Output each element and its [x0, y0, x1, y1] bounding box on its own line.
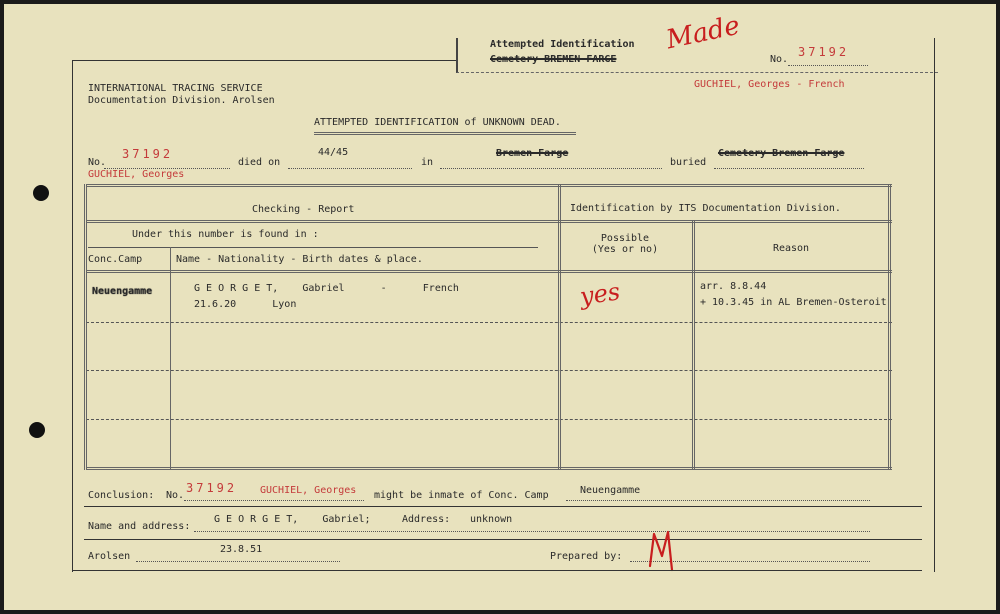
table-row-line-2 [86, 370, 892, 371]
camp-dots [566, 500, 870, 501]
died-on-value: 44/45 [318, 147, 349, 158]
identification-divider [558, 184, 561, 470]
footer-divider-1 [84, 506, 922, 507]
row-possible-handwritten: yes [578, 277, 622, 311]
header-no-value: 37192 [798, 45, 850, 59]
punch-hole-bottom [29, 422, 45, 438]
name-column-header: Name - Nationality - Birth dates & place. [176, 254, 423, 265]
org-line-2: Documentation Division. Arolsen [88, 95, 275, 106]
header-top-line [72, 60, 456, 61]
yes-or-no-header: (Yes or no) [591, 244, 659, 255]
buried-dots [714, 168, 864, 169]
footer-divider-2 [84, 539, 922, 540]
reason-divider [692, 220, 695, 470]
table-right-border [888, 184, 891, 470]
footer-bottom-line [72, 570, 922, 571]
table-header-bottom [86, 270, 892, 273]
punch-hole-top [33, 185, 49, 201]
conclusion-name: GUCHIEL, Georges [260, 485, 357, 496]
camp-column-header: Conc.Camp [88, 254, 143, 265]
name-address-value: G E O R G E T, Gabriel; [214, 514, 371, 525]
row-name-line-1: G E O R G E T, Gabriel - French [194, 283, 459, 294]
conclusion-no-value: 37192 [186, 481, 238, 495]
buried-label: buried [670, 157, 707, 168]
record-no-label: No. [88, 157, 107, 168]
in-dots [440, 168, 662, 169]
identification-header: Identification by ITS Documentation Division. [570, 203, 841, 214]
table-line-2 [86, 220, 892, 223]
buried-value: Cemetery Bremen-Farge [718, 148, 845, 159]
stamp-line-1: Attempted Identification [490, 39, 635, 50]
row-name-line-2: 21.6.20 Lyon [194, 299, 297, 310]
died-on-dots [288, 168, 412, 169]
address-label: Address: [402, 514, 451, 525]
table-line-3 [88, 247, 538, 248]
handwritten-signature [644, 526, 684, 574]
in-label: in [421, 157, 434, 168]
place-label: Arolsen [88, 551, 131, 562]
died-on-label: died on [238, 157, 281, 168]
possible-header: Possible [600, 233, 650, 244]
document-title: ATTEMPTED IDENTIFICATION of UNKNOWN DEAD. [314, 117, 561, 128]
table-left-border [84, 184, 87, 470]
conclusion-no-dots [184, 500, 364, 501]
conclusion-no-label: No. [166, 490, 185, 501]
address-value: unknown [470, 514, 513, 525]
date-dots [136, 561, 340, 562]
name-address-label: Name and address: [88, 521, 191, 532]
table-bottom-border [86, 467, 892, 470]
row-reason-line-1: arr. 8.8.44 [700, 281, 767, 292]
camp-column-divider [170, 247, 171, 469]
date-value: 23.8.51 [220, 544, 263, 555]
row-camp: Neuengamme [92, 286, 153, 297]
record-no-value: 37192 [122, 147, 174, 161]
handwritten-made: Made [663, 10, 743, 56]
right-margin-line [934, 38, 935, 572]
org-line-1: INTERNATIONAL TRACING SERVICE [88, 83, 263, 94]
stamp-line-2: Cemetery BREMEN-FARGE [490, 54, 617, 65]
row-reason-line-2: + 10.3.45 in AL Bremen-Osteroit [700, 297, 887, 308]
header-no-dots [788, 65, 868, 66]
header-no-label: No. [770, 54, 789, 65]
record-name-below: GUCHIEL, Georges [88, 169, 185, 180]
conclusion-camp: Neuengamme [580, 485, 641, 496]
conclusion-label: Conclusion: [88, 490, 155, 501]
title-underline [314, 132, 576, 135]
table-row-line-3 [86, 419, 892, 420]
under-number-header: Under this number is found in : [132, 229, 319, 240]
name-address-dots [194, 531, 870, 532]
table-row-line-1 [86, 322, 892, 323]
in-value: Bremen-Farge [496, 148, 569, 159]
inmate-text: might be inmate of Conc. Camp [374, 490, 549, 501]
table-top-border [86, 184, 892, 187]
reason-header: Reason [772, 243, 810, 254]
left-margin-line [72, 60, 73, 572]
top-right-name: GUCHIEL, Georges - French [694, 79, 845, 90]
prepared-label: Prepared by: [550, 551, 623, 562]
checking-report-header: Checking - Report [252, 204, 355, 215]
